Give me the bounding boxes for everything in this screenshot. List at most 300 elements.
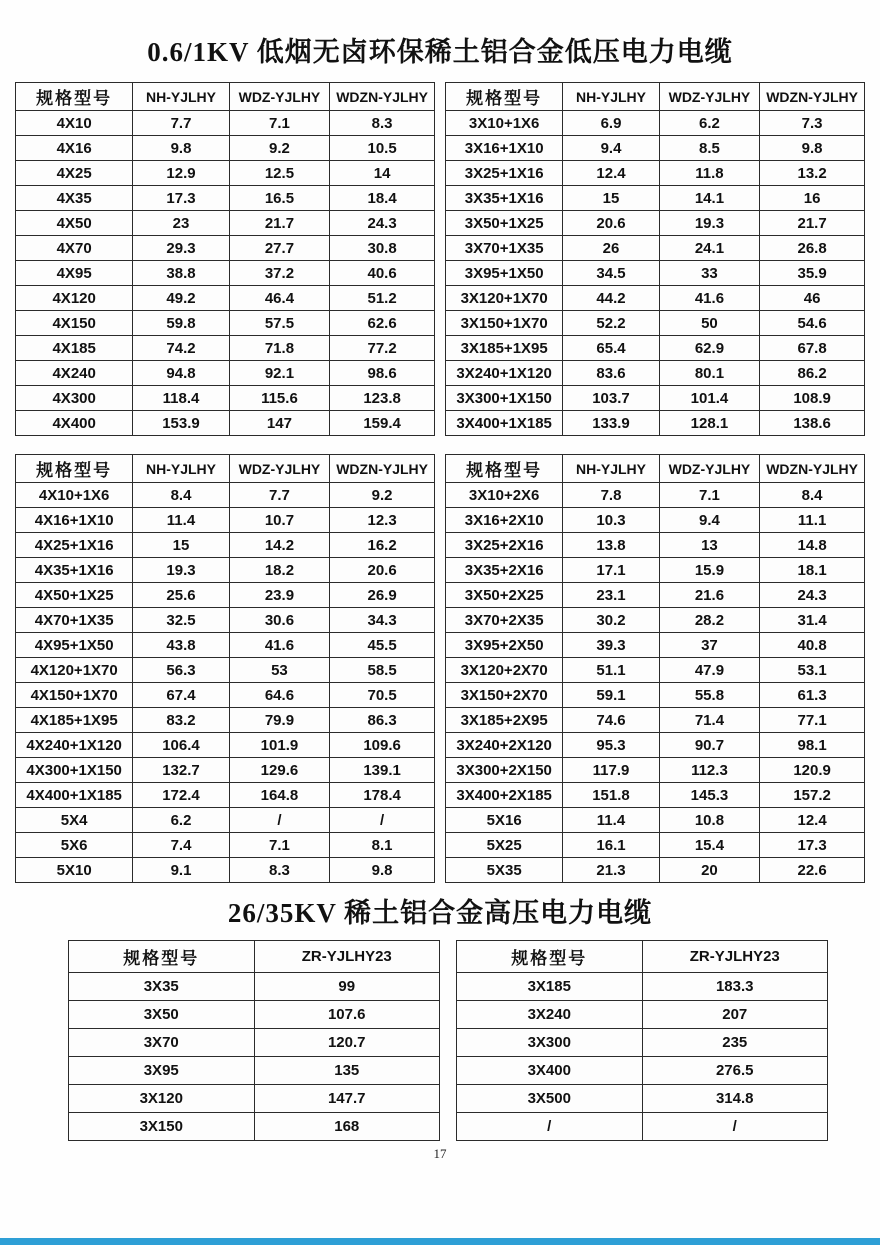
diameter-value-cell: 8.3 <box>330 111 435 136</box>
spec-model-cell: 3X240+2X120 <box>446 733 563 758</box>
diameter-value-cell: 118.4 <box>133 386 229 411</box>
spec-model-cell: 3X70 <box>69 1029 255 1057</box>
diameter-value-cell: 94.8 <box>133 361 229 386</box>
spec-model-cell: 4X50+1X25 <box>16 583 133 608</box>
table-row <box>16 261 435 286</box>
diameter-value-cell: 30.2 <box>563 608 659 633</box>
spec-model-cell: 4X120+1X70 <box>16 658 133 683</box>
spec-model-cell: 5X10 <box>16 858 133 883</box>
diameter-value-cell: 11.4 <box>133 508 229 533</box>
table-row <box>16 758 435 783</box>
diameter-value-cell: 164.8 <box>229 783 330 808</box>
table-row <box>446 583 865 608</box>
diameter-value-cell: 46 <box>760 286 865 311</box>
diameter-value-cell: 101.9 <box>229 733 330 758</box>
diameter-value-cell: 41.6 <box>229 633 330 658</box>
diameter-value-cell: 86.3 <box>330 708 435 733</box>
diameter-value-cell: 80.1 <box>659 361 760 386</box>
spec-model-cell: 4X150 <box>16 311 133 336</box>
diameter-value-cell: 40.8 <box>760 633 865 658</box>
spec-model-cell: 5X16 <box>446 808 563 833</box>
diameter-value-cell: 61.3 <box>760 683 865 708</box>
spec-model-cell: 3X50 <box>69 1001 255 1029</box>
diameter-value-cell: 19.3 <box>659 211 760 236</box>
header-row <box>69 941 440 973</box>
diameter-value-cell: 7.8 <box>563 483 659 508</box>
diameter-value-cell: 20.6 <box>563 211 659 236</box>
diameter-value-cell: 15.9 <box>659 558 760 583</box>
diameter-value-cell: 44.2 <box>563 286 659 311</box>
column-header: ZR-YJLHY23 <box>642 941 828 973</box>
diameter-value-cell: 19.3 <box>133 558 229 583</box>
table-row <box>457 973 828 1001</box>
table-row <box>16 783 435 808</box>
column-header: 规格型号 <box>446 455 563 483</box>
diameter-value-cell: 207 <box>642 1001 828 1029</box>
spec-model-cell: 3X400+2X185 <box>446 783 563 808</box>
diameter-value-cell: 20.6 <box>330 558 435 583</box>
spec-model-cell: 4X16+1X10 <box>16 508 133 533</box>
table-row <box>446 161 865 186</box>
diameter-value-cell: 108.9 <box>760 386 865 411</box>
diameter-value-cell: 12.4 <box>760 808 865 833</box>
table-row <box>16 186 435 211</box>
column-header: 规格型号 <box>16 455 133 483</box>
column-header: ZR-YJLHY23 <box>254 941 440 973</box>
spec-model-cell: 4X25+1X16 <box>16 533 133 558</box>
diameter-value-cell: 12.4 <box>563 161 659 186</box>
diameter-value-cell: 10.5 <box>330 136 435 161</box>
diameter-value-cell: 11.8 <box>659 161 760 186</box>
column-header: WDZ-YJLHY <box>659 455 760 483</box>
table-row <box>446 186 865 211</box>
column-header: NH-YJLHY <box>563 83 659 111</box>
diameter-value-cell: 9.4 <box>563 136 659 161</box>
spec-model-cell: 5X6 <box>16 833 133 858</box>
column-header: 规格型号 <box>446 83 563 111</box>
header-row <box>16 455 435 483</box>
diameter-value-cell: 117.9 <box>563 758 659 783</box>
spec-model-cell: 3X120+1X70 <box>446 286 563 311</box>
diameter-value-cell: 7.1 <box>659 483 760 508</box>
header-row <box>446 455 865 483</box>
diameter-value-cell: 14.1 <box>659 186 760 211</box>
diameter-value-cell: 10.7 <box>229 508 330 533</box>
table-row <box>69 1085 440 1113</box>
diameter-value-cell: 18.4 <box>330 186 435 211</box>
high-voltage-section-title: 26/35KV 稀土铝合金高压电力电缆 <box>227 898 653 928</box>
spec-model-cell: 3X50+1X25 <box>446 211 563 236</box>
diameter-value-cell: 112.3 <box>659 758 760 783</box>
diameter-value-cell: 67.8 <box>760 336 865 361</box>
table-row <box>446 111 865 136</box>
diameter-value-cell: 18.2 <box>229 558 330 583</box>
diameter-value-cell: 33 <box>659 261 760 286</box>
diameter-value-cell: 37.2 <box>229 261 330 286</box>
spec-model-cell: 3X150+2X70 <box>446 683 563 708</box>
table-row <box>457 1085 828 1113</box>
diameter-value-cell: 129.6 <box>229 758 330 783</box>
diameter-value-cell: 13 <box>659 533 760 558</box>
header-row <box>16 83 435 111</box>
spec-model-cell: / <box>457 1113 643 1141</box>
table-row <box>446 261 865 286</box>
diameter-value-cell: 86.2 <box>760 361 865 386</box>
spec-model-cell: 4X185 <box>16 336 133 361</box>
diameter-value-cell: 7.7 <box>229 483 330 508</box>
diameter-value-cell: 15 <box>563 186 659 211</box>
spec-model-cell: 4X150+1X70 <box>16 683 133 708</box>
table-row <box>446 361 865 386</box>
spec-model-cell: 4X120 <box>16 286 133 311</box>
diameter-value-cell: 90.7 <box>659 733 760 758</box>
diameter-value-cell: 8.3 <box>229 858 330 883</box>
diameter-value-cell: 133.9 <box>563 411 659 436</box>
diameter-value-cell: 83.2 <box>133 708 229 733</box>
diameter-value-cell: 67.4 <box>133 683 229 708</box>
table-row <box>446 708 865 733</box>
diameter-value-cell: 62.6 <box>330 311 435 336</box>
diameter-value-cell: 172.4 <box>133 783 229 808</box>
table-row <box>446 286 865 311</box>
diameter-value-cell: 59.1 <box>563 683 659 708</box>
diameter-value-cell: 10.3 <box>563 508 659 533</box>
spec-model-cell: 3X120 <box>69 1085 255 1113</box>
diameter-value-cell: 71.8 <box>229 336 330 361</box>
diameter-value-cell: 235 <box>642 1029 828 1057</box>
table-row <box>16 808 435 833</box>
spec-model-cell: 3X35+2X16 <box>446 558 563 583</box>
diameter-value-cell: 6.2 <box>133 808 229 833</box>
table-row <box>16 161 435 186</box>
diameter-value-cell: 45.5 <box>330 633 435 658</box>
diameter-value-cell: 168 <box>254 1113 440 1141</box>
diameter-value-cell: / <box>229 808 330 833</box>
table-row <box>16 336 435 361</box>
table-row <box>446 608 865 633</box>
diameter-value-cell: 9.2 <box>229 136 330 161</box>
diameter-value-cell: 56.3 <box>133 658 229 683</box>
table-row <box>446 236 865 261</box>
spec-model-cell: 3X16+1X10 <box>446 136 563 161</box>
table-row <box>16 683 435 708</box>
diameter-value-cell: 9.4 <box>659 508 760 533</box>
table-row <box>446 758 865 783</box>
table-row <box>446 533 865 558</box>
diameter-value-cell: 314.8 <box>642 1085 828 1113</box>
spec-model-cell: 4X70 <box>16 236 133 261</box>
diameter-value-cell: 7.4 <box>133 833 229 858</box>
table-row <box>446 683 865 708</box>
spec-model-cell: 4X50 <box>16 211 133 236</box>
spec-model-cell: 3X400+1X185 <box>446 411 563 436</box>
spec-model-cell: 3X150+1X70 <box>446 311 563 336</box>
diameter-value-cell: 107.6 <box>254 1001 440 1029</box>
table-row <box>457 1029 828 1057</box>
diameter-value-cell: 62.9 <box>659 336 760 361</box>
diameter-value-cell: 30.6 <box>229 608 330 633</box>
diameter-value-cell: 38.8 <box>133 261 229 286</box>
diameter-value-cell: 71.4 <box>659 708 760 733</box>
spec-model-cell: 3X35 <box>69 973 255 1001</box>
spec-model-cell: 5X4 <box>16 808 133 833</box>
diameter-value-cell: 22.6 <box>760 858 865 883</box>
spec-model-cell: 3X300+1X150 <box>446 386 563 411</box>
diameter-value-cell: 183.3 <box>642 973 828 1001</box>
column-header: WDZN-YJLHY <box>760 455 865 483</box>
diameter-value-cell: 50 <box>659 311 760 336</box>
diameter-value-cell: 178.4 <box>330 783 435 808</box>
diameter-value-cell: 24.1 <box>659 236 760 261</box>
hv-tables-row <box>68 940 880 1141</box>
table-row <box>69 1029 440 1057</box>
diameter-value-cell: 24.3 <box>760 583 865 608</box>
diameter-value-cell: 9.2 <box>330 483 435 508</box>
table-row <box>446 411 865 436</box>
diameter-value-cell: 14 <box>330 161 435 186</box>
diameter-value-cell: 39.3 <box>563 633 659 658</box>
table-row <box>16 708 435 733</box>
diameter-value-cell: 128.1 <box>659 411 760 436</box>
diameter-value-cell: 13.2 <box>760 161 865 186</box>
diameter-value-cell: 120.7 <box>254 1029 440 1057</box>
lv-table-3plus1core <box>445 82 865 436</box>
diameter-value-cell: 7.1 <box>229 111 330 136</box>
diameter-value-cell: 34.3 <box>330 608 435 633</box>
table-row <box>446 808 865 833</box>
spec-model-cell: 3X500 <box>457 1085 643 1113</box>
diameter-value-cell: / <box>330 808 435 833</box>
diameter-value-cell: 74.6 <box>563 708 659 733</box>
spec-model-cell: 3X95 <box>69 1057 255 1085</box>
table-row <box>16 658 435 683</box>
diameter-value-cell: 65.4 <box>563 336 659 361</box>
diameter-value-cell: 21.7 <box>760 211 865 236</box>
diameter-value-cell: 12.9 <box>133 161 229 186</box>
diameter-value-cell: 64.6 <box>229 683 330 708</box>
diameter-value-cell: 40.6 <box>330 261 435 286</box>
table-row <box>16 833 435 858</box>
spec-model-cell: 4X70+1X35 <box>16 608 133 633</box>
spec-model-cell: 3X70+2X35 <box>446 608 563 633</box>
diameter-value-cell: 120.9 <box>760 758 865 783</box>
spec-model-cell: 4X10+1X6 <box>16 483 133 508</box>
diameter-value-cell: 43.8 <box>133 633 229 658</box>
diameter-value-cell: 55.8 <box>659 683 760 708</box>
spec-model-cell: 4X240+1X120 <box>16 733 133 758</box>
table-row <box>16 558 435 583</box>
diameter-value-cell: 25.6 <box>133 583 229 608</box>
column-header: NH-YJLHY <box>133 83 229 111</box>
diameter-value-cell: 49.2 <box>133 286 229 311</box>
table-row <box>446 833 865 858</box>
diameter-value-cell: 53 <box>229 658 330 683</box>
spec-model-cell: 4X300+1X150 <box>16 758 133 783</box>
diameter-value-cell: 70.5 <box>330 683 435 708</box>
diameter-value-cell: 6.9 <box>563 111 659 136</box>
diameter-value-cell: / <box>642 1113 828 1141</box>
column-header: 规格型号 <box>16 83 133 111</box>
diameter-value-cell: 135 <box>254 1057 440 1085</box>
table-row <box>446 658 865 683</box>
table-row <box>16 633 435 658</box>
column-header: WDZ-YJLHY <box>659 83 760 111</box>
spec-model-cell: 4X185+1X95 <box>16 708 133 733</box>
diameter-value-cell: 9.8 <box>330 858 435 883</box>
diameter-value-cell: 52.2 <box>563 311 659 336</box>
spec-model-cell: 4X10 <box>16 111 133 136</box>
diameter-value-cell: 59.8 <box>133 311 229 336</box>
header-row <box>446 83 865 111</box>
spec-model-cell: 3X25+2X16 <box>446 533 563 558</box>
spec-model-cell: 4X35 <box>16 186 133 211</box>
diameter-value-cell: 51.1 <box>563 658 659 683</box>
diameter-value-cell: 26.8 <box>760 236 865 261</box>
table-row <box>446 508 865 533</box>
lv-table-3plus2core <box>445 454 865 883</box>
diameter-value-cell: 9.8 <box>133 136 229 161</box>
table-row <box>446 336 865 361</box>
column-header: 规格型号 <box>69 941 255 973</box>
diameter-value-cell: 77.1 <box>760 708 865 733</box>
spec-model-cell: 4X300 <box>16 386 133 411</box>
diameter-value-cell: 21.7 <box>229 211 330 236</box>
table-row <box>69 1113 440 1141</box>
diameter-value-cell: 13.8 <box>563 533 659 558</box>
diameter-value-cell: 15 <box>133 533 229 558</box>
table-row <box>446 136 865 161</box>
diameter-value-cell: 98.6 <box>330 361 435 386</box>
diameter-value-cell: 58.5 <box>330 658 435 683</box>
spec-model-cell: 3X10+1X6 <box>446 111 563 136</box>
diameter-value-cell: 35.9 <box>760 261 865 286</box>
diameter-value-cell: 106.4 <box>133 733 229 758</box>
diameter-value-cell: 6.2 <box>659 111 760 136</box>
spec-model-cell: 3X400 <box>457 1057 643 1085</box>
diameter-value-cell: 54.6 <box>760 311 865 336</box>
diameter-value-cell: 92.1 <box>229 361 330 386</box>
spec-model-cell: 3X16+2X10 <box>446 508 563 533</box>
spec-model-cell: 4X25 <box>16 161 133 186</box>
spec-model-cell: 3X10+2X6 <box>446 483 563 508</box>
spec-model-cell: 3X185+2X95 <box>446 708 563 733</box>
spec-model-cell: 3X35+1X16 <box>446 186 563 211</box>
column-header: 规格型号 <box>457 941 643 973</box>
diameter-value-cell: 276.5 <box>642 1057 828 1085</box>
diameter-value-cell: 138.6 <box>760 411 865 436</box>
spec-model-cell: 3X300+2X150 <box>446 758 563 783</box>
diameter-value-cell: 23 <box>133 211 229 236</box>
diameter-value-cell: 14.8 <box>760 533 865 558</box>
diameter-value-cell: 17.3 <box>760 833 865 858</box>
hv-table-right <box>456 940 828 1141</box>
diameter-value-cell: 10.8 <box>659 808 760 833</box>
spec-model-cell: 4X35+1X16 <box>16 558 133 583</box>
lv-tables-row-2 <box>0 454 880 883</box>
diameter-value-cell: 51.2 <box>330 286 435 311</box>
diameter-value-cell: 98.1 <box>760 733 865 758</box>
spec-model-cell: 5X25 <box>446 833 563 858</box>
diameter-value-cell: 24.3 <box>330 211 435 236</box>
table-row <box>446 311 865 336</box>
diameter-value-cell: 99 <box>254 973 440 1001</box>
diameter-value-cell: 31.4 <box>760 608 865 633</box>
diameter-value-cell: 28.2 <box>659 608 760 633</box>
diameter-value-cell: 8.1 <box>330 833 435 858</box>
diameter-value-cell: 15.4 <box>659 833 760 858</box>
diameter-value-cell: 16.2 <box>330 533 435 558</box>
diameter-value-cell: 101.4 <box>659 386 760 411</box>
diameter-value-cell: 23.9 <box>229 583 330 608</box>
diameter-value-cell: 9.8 <box>760 136 865 161</box>
diameter-value-cell: 47.9 <box>659 658 760 683</box>
header-row <box>457 941 828 973</box>
diameter-value-cell: 32.5 <box>133 608 229 633</box>
low-voltage-section-title: 0.6/1KV 低烟无卤环保稀土铝合金低压电力电缆 <box>147 37 733 67</box>
table-row <box>16 236 435 261</box>
diameter-value-cell: 8.4 <box>133 483 229 508</box>
diameter-value-cell: 147.7 <box>254 1085 440 1113</box>
spec-model-cell: 4X400+1X185 <box>16 783 133 808</box>
diameter-value-cell: 53.1 <box>760 658 865 683</box>
diameter-value-cell: 7.1 <box>229 833 330 858</box>
spec-model-cell: 3X300 <box>457 1029 643 1057</box>
table-row <box>69 1001 440 1029</box>
spec-model-cell: 3X240+1X120 <box>446 361 563 386</box>
diameter-value-cell: 16.1 <box>563 833 659 858</box>
spec-model-cell: 4X400 <box>16 411 133 436</box>
diameter-value-cell: 27.7 <box>229 236 330 261</box>
spec-model-cell: 3X50+2X25 <box>446 583 563 608</box>
diameter-value-cell: 14.2 <box>229 533 330 558</box>
table-row <box>16 136 435 161</box>
diameter-value-cell: 147 <box>229 411 330 436</box>
diameter-value-cell: 157.2 <box>760 783 865 808</box>
diameter-value-cell: 30.8 <box>330 236 435 261</box>
diameter-value-cell: 151.8 <box>563 783 659 808</box>
diameter-value-cell: 21.3 <box>563 858 659 883</box>
table-row <box>16 211 435 236</box>
diameter-value-cell: 145.3 <box>659 783 760 808</box>
diameter-value-cell: 23.1 <box>563 583 659 608</box>
table-row <box>16 858 435 883</box>
diameter-value-cell: 16.5 <box>229 186 330 211</box>
spec-model-cell: 3X95+1X50 <box>446 261 563 286</box>
spec-model-cell: 4X95 <box>16 261 133 286</box>
table-row <box>16 608 435 633</box>
table-row <box>446 483 865 508</box>
spec-model-cell: 3X150 <box>69 1113 255 1141</box>
table-row <box>446 386 865 411</box>
diameter-value-cell: 132.7 <box>133 758 229 783</box>
diameter-value-cell: 95.3 <box>563 733 659 758</box>
diameter-value-cell: 139.1 <box>330 758 435 783</box>
table-row <box>457 1057 828 1085</box>
table-row <box>69 973 440 1001</box>
table-row <box>446 558 865 583</box>
column-header: WDZ-YJLHY <box>229 83 330 111</box>
diameter-value-cell: 46.4 <box>229 286 330 311</box>
table-row <box>446 733 865 758</box>
diameter-value-cell: 153.9 <box>133 411 229 436</box>
diameter-value-cell: 29.3 <box>133 236 229 261</box>
diameter-value-cell: 26.9 <box>330 583 435 608</box>
diameter-value-cell: 21.6 <box>659 583 760 608</box>
diameter-value-cell: 11.1 <box>760 508 865 533</box>
diameter-value-cell: 74.2 <box>133 336 229 361</box>
lv-table-4core <box>15 82 435 436</box>
column-header: NH-YJLHY <box>563 455 659 483</box>
